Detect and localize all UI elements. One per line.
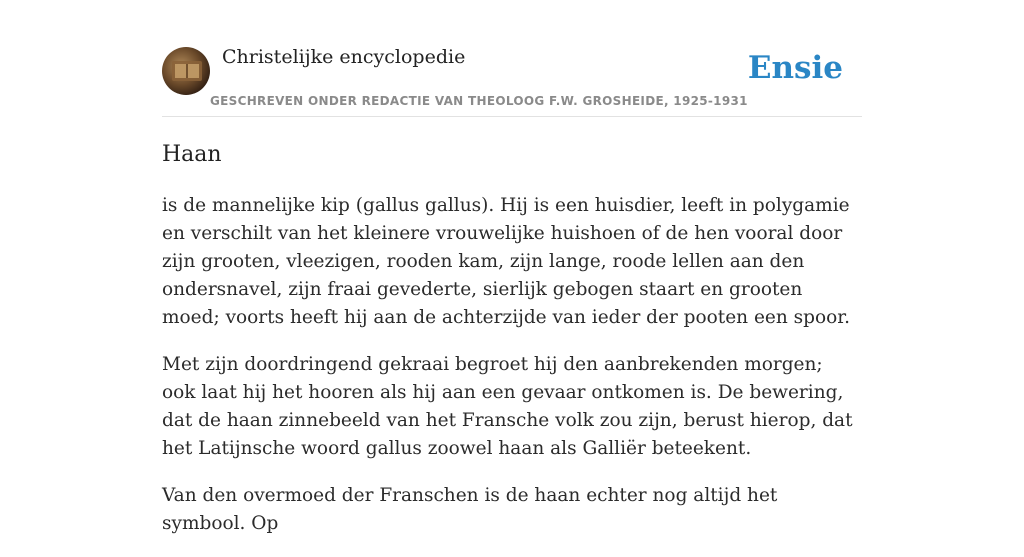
- site-name[interactable]: Christelijke encyclopedie: [222, 46, 466, 68]
- site-subtitle: GESCHREVEN ONDER REDACTIE VAN THEOLOOG F.W. GROSHEIDE, 1925-1931: [210, 94, 748, 108]
- article-title: Haan: [162, 142, 222, 167]
- book-image-icon: [162, 47, 210, 95]
- article-paragraph: Van den overmoed der Franschen is de haan echter nog altijd het symbool. Op: [162, 485, 778, 534]
- article-paragraph: is de mannelijke kip (gallus gallus). Hij is een huisdier, leeft in polygamie en verschilt van het kleinere vrouwelijke huishoen of de hen vooral door zijn grooten, vleezigen, rooden kam, zijn lange, roode lellen aan den ondersnavel, zijn fraai gevederte, sierlijk gebogen staart en grooten moed; voorts heeft hij aan de achterzijde van ieder der pooten een spoor.: [162, 195, 850, 328]
- article-paragraph: Met zijn doordringend gekraai begroet hij den aanbrekenden morgen; ook laat hij het hooren als hij aan een gevaar ontkomen is. De bewering, dat de haan zinnebeeld van het Fransche volk zou zijn, berust hierop, dat het Latijnsche woord gallus zoowel haan als Galliër beteekent.: [162, 354, 853, 459]
- page-container: [162, 0, 862, 534]
- ensie-logo[interactable]: Ensie: [747, 50, 843, 86]
- article-body: [162, 192, 862, 557]
- site-header: [162, 0, 862, 117]
- site-avatar[interactable]: [162, 47, 210, 95]
